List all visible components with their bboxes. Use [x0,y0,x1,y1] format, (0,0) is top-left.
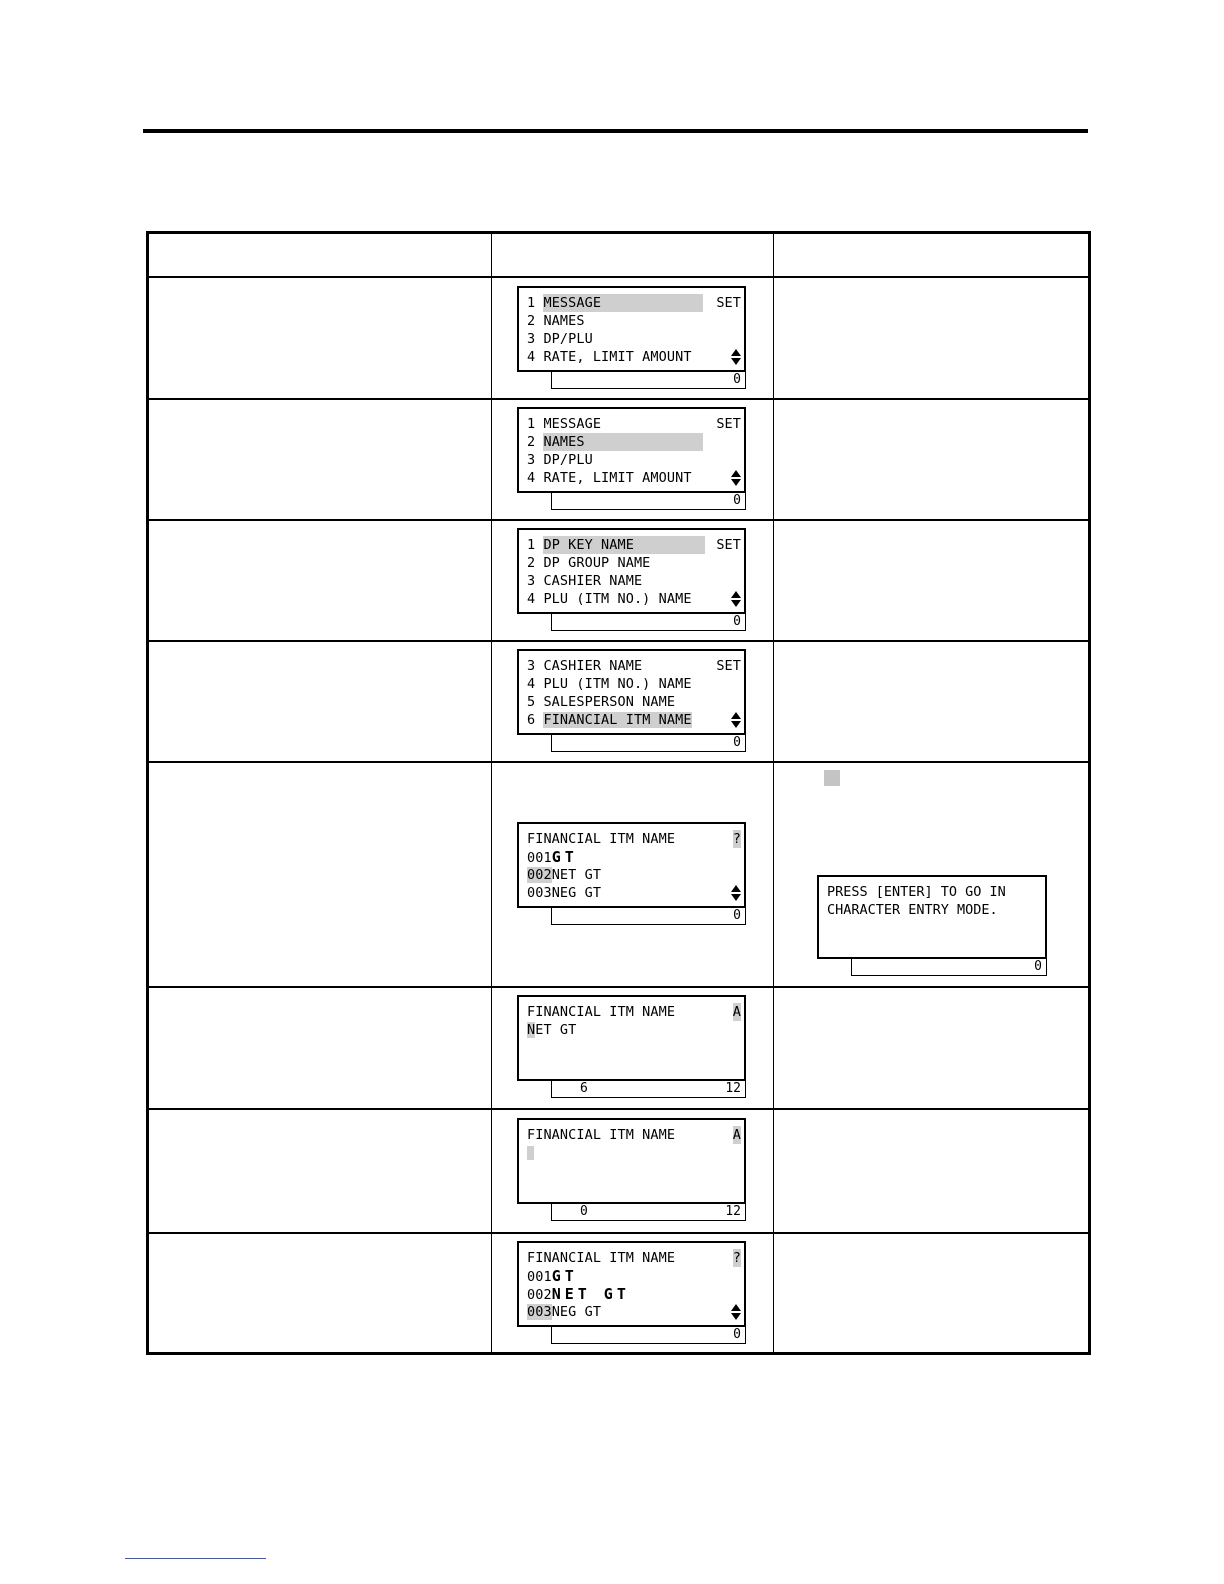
row-divider [149,986,1088,988]
mode-tag: A [732,1127,741,1143]
column-divider [773,234,774,1352]
lcd-screen-program-menu-1 [517,286,746,389]
mode-tag: SET [716,658,741,674]
footer-link-underline[interactable] [125,1558,266,1559]
status-count: 0 [733,614,741,629]
list-item: 001GT [527,848,578,866]
header-divider [149,276,1088,278]
row-divider [149,1108,1088,1110]
row-divider [149,1232,1088,1234]
scroll-arrows-icon [731,470,741,486]
menu-line: 6 FINANCIAL ITM NAME [527,711,744,729]
row-divider [149,761,1088,763]
row-divider [149,640,1088,642]
list-item: 003NEG GT [527,884,744,902]
menu-line: 4 RATE, LIMIT AMOUNT [527,348,744,366]
mode-tag: ? [732,831,741,847]
menu-line: 3 CASHIER NAME SET [527,658,741,674]
screen-title: FINANCIAL ITM NAME A [527,1004,741,1020]
lcd-display [517,528,746,614]
status-bar [851,959,1047,976]
lcd-screen-financial-list-2 [517,1241,746,1344]
status-count: 0 [733,1327,741,1342]
row-divider [149,398,1088,400]
status-count: 0 [733,735,741,750]
cursor-char: N [527,1022,536,1038]
status-bar [551,1327,746,1344]
lcd-display [517,649,746,735]
cursor-block-icon [824,770,840,786]
lcd-display [517,1241,746,1327]
cursor-position: 6 [580,1081,588,1096]
list-item: 002NET GT [527,867,602,883]
list-item: 003NEG GT [527,1303,744,1321]
lcd-screen-character-entry-2 [517,1118,746,1221]
entry-text [527,1144,744,1162]
status-count: 0 [1034,959,1042,974]
menu-line: 3 DP/PLU [527,452,593,468]
selected-item: 002 [527,867,552,883]
max-length: 12 [725,1204,741,1219]
mode-tag: SET [716,295,741,311]
menu-line: 1 MESSAGE SET [527,295,741,311]
message-line: PRESS [ENTER] TO GO IN [827,884,1006,900]
menu-line: 4 PLU (ITM NO.) NAME [527,590,744,608]
menu-line: 4 PLU (ITM NO.) NAME [527,676,692,692]
menu-line: 1 MESSAGE SET [527,416,741,432]
cursor-position: 0 [580,1204,588,1219]
scroll-arrows-icon [731,349,741,365]
status-bar [551,1081,746,1098]
screen-title: FINANCIAL ITM NAME A [527,1127,741,1143]
entry-text: NET GT [527,1022,577,1038]
scroll-arrows-icon [731,591,741,607]
lcd-screen-financial-list-1 [517,822,746,925]
status-count: 0 [733,908,741,923]
mode-tag: SET [716,416,741,432]
menu-line: 2 DP GROUP NAME [527,555,651,571]
message-line: CHARACTER ENTRY MODE. [827,902,998,918]
menu-line: 4 RATE, LIMIT AMOUNT [527,469,744,487]
status-bar [551,372,746,389]
selected-item: NAMES [543,433,703,451]
lcd-screen-program-menu-2 [517,407,746,510]
menu-line: 3 CASHIER NAME [527,573,643,589]
row-divider [149,519,1088,521]
mode-tag: ? [732,1250,741,1266]
status-count: 0 [733,493,741,508]
selected-item: FINANCIAL ITM NAME [543,712,692,728]
mode-tag: SET [716,537,741,553]
cursor-icon [527,1146,534,1160]
list-item: 001GT [527,1267,578,1285]
status-bar [551,1204,746,1221]
lcd-display [517,407,746,493]
lcd-display [517,286,746,372]
message-display [817,875,1047,959]
status-bar [551,735,746,752]
menu-line: 5 SALESPERSON NAME [527,694,676,710]
selected-item: MESSAGE [543,294,703,312]
scroll-arrows-icon [731,1304,741,1320]
status-count: 0 [733,372,741,387]
lcd-screen-character-entry-1 [517,995,746,1098]
screen-title: FINANCIAL ITM NAME ? [527,1250,741,1266]
top-rule [143,129,1088,133]
screen-title: FINANCIAL ITM NAME ? [527,831,741,847]
column-divider [491,234,492,1352]
lcd-display [517,822,746,908]
lcd-screen-names-menu-2 [517,649,746,752]
mode-tag: A [732,1004,741,1020]
list-item: 002NET GT [527,1285,630,1303]
status-bar [551,614,746,631]
scroll-arrows-icon [731,712,741,728]
menu-line: 2 NAMES [527,313,585,329]
status-bar [551,908,746,925]
lcd-display [517,1118,746,1204]
menu-line: 2 NAMES [527,433,744,451]
menu-line: 3 DP/PLU [527,331,593,347]
scroll-arrows-icon [731,885,741,901]
message-box [817,875,1047,976]
selected-item: DP KEY NAME [543,536,705,554]
max-length: 12 [725,1081,741,1096]
selected-item: 003 [527,1304,552,1320]
lcd-screen-names-menu-1 [517,528,746,631]
menu-line: 1 DP KEY NAME SET [527,537,741,553]
status-bar [551,493,746,510]
lcd-display [517,995,746,1081]
